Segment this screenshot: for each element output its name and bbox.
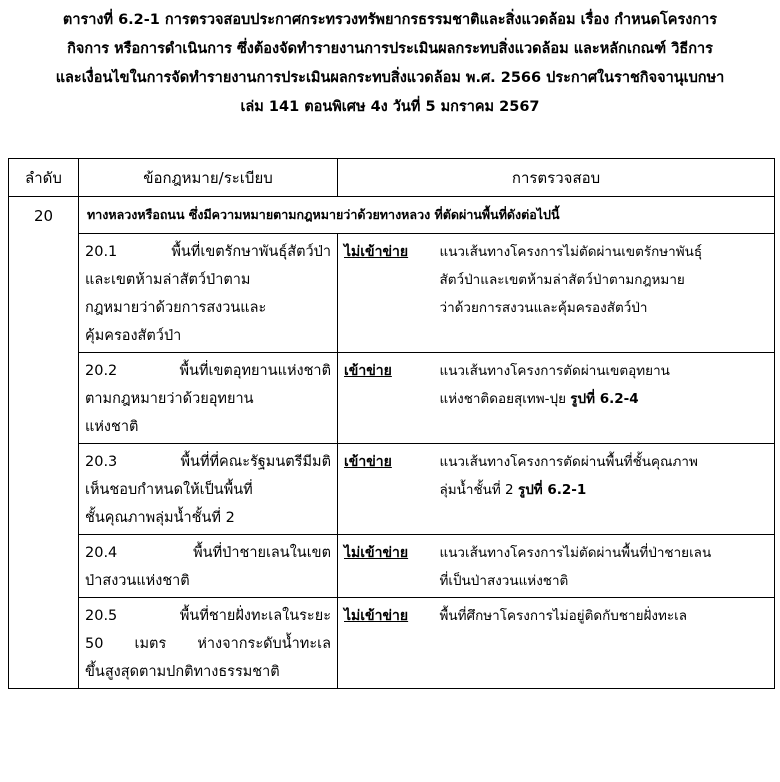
row-number: 20: [9, 197, 79, 689]
detail-line: [440, 385, 769, 413]
table-header-row: [9, 159, 775, 197]
detail-text: ลุ่มน้ำชั้นที่ 2: [439, 482, 514, 498]
detail-cell: [434, 353, 775, 444]
title-line-1: ตารางที่ 6.2-1 การตรวจสอบประกาศกระทรวงทรัพยากรธรรมชาติและสิ่งแวดล้อม เรื่อง กำหนดโครงการ: [62, 12, 718, 28]
detail-line: [440, 448, 769, 476]
detail-text: แนวเส้นทางโครงการไม่ตัดผ่านเขตรักษาพันธุ์: [439, 244, 703, 260]
detail-line: [440, 602, 769, 630]
table-row: [9, 234, 775, 353]
header-no: ลำดับ: [9, 159, 79, 197]
figure-reference: รูปที่ 6.2-4: [570, 391, 639, 407]
detail-text: แนวเส้นทางโครงการตัดผ่านเขตอุทยาน: [439, 363, 670, 379]
law-line: ขึ้นสูงสุดตามปกติทางธรรมชาติ: [85, 664, 280, 680]
detail-text: สัตว์ป่าและเขตห้ามล่าสัตว์ป่าตามกฎหมาย: [439, 272, 685, 288]
status-cell: [338, 444, 434, 535]
law-line: 20.1 พื้นที่เขตรักษาพันธุ์สัตว์ป่า: [85, 244, 331, 260]
status-cell: [338, 234, 434, 353]
title-line-2: กิจการ หรือการดำเนินการ ซึ่งต้องจัดทำรายงานการประเมินผลกระทบสิ่งแวดล้อม และหลักเกณฑ์ วิธีการ: [67, 41, 713, 57]
row-heading: ทางหลวงหรือถนน ซึ่งมีความหมายตามกฎหมายว่าด้วยทางหลวง ที่ตัดผ่านพื้นที่ดังต่อไปนี้: [79, 197, 775, 234]
law-line: ป่าสงวนแห่งชาติ: [85, 573, 190, 589]
status-label: เข้าข่าย: [344, 363, 392, 379]
law-cell: [79, 234, 338, 353]
table-row-heading: [9, 197, 775, 234]
law-line: 50 เมตร ห่างจากระดับน้ำทะเล: [85, 636, 331, 652]
detail-text: แนวเส้นทางโครงการไม่ตัดผ่านพื้นที่ป่าชายเลน: [439, 545, 712, 561]
status-cell: [338, 598, 434, 689]
detail-text: พื้นที่ศึกษาโครงการไม่อยู่ติดกับชายฝั่งทะเล: [439, 608, 688, 624]
law-line: แห่งชาติ: [85, 419, 139, 435]
law-line: ชั้นคุณภาพลุ่มน้ำชั้นที่ 2: [85, 510, 235, 526]
title-line-4: เล่ม 141 ตอนพิเศษ 4ง วันที่ 5 มกราคม 2567: [240, 99, 540, 115]
detail-line: [440, 266, 769, 294]
law-cell: [79, 598, 338, 689]
detail-text: ว่าด้วยการสงวนและคุ้มครองสัตว์ป่า: [439, 300, 648, 316]
detail-cell: [434, 444, 775, 535]
detail-line: [440, 567, 769, 595]
law-line: 20.3 พื้นที่ที่คณะรัฐมนตรีมีมติ: [85, 454, 331, 470]
table-title: [0, 6, 780, 122]
header-check: การตรวจสอบ: [338, 159, 775, 197]
law-line: กฎหมายว่าด้วยการสงวนและ: [85, 300, 267, 316]
table-row: [9, 444, 775, 535]
detail-line: [440, 238, 769, 266]
law-line: ตามกฎหมายว่าด้วยอุทยาน: [85, 391, 254, 407]
law-line: เห็นชอบกำหนดให้เป็นพื้นที่: [85, 482, 253, 498]
status-label: ไม่เข้าข่าย: [344, 608, 409, 624]
table-row: [9, 598, 775, 689]
header-law: ข้อกฎหมาย/ระเบียบ: [79, 159, 338, 197]
detail-line: [440, 294, 769, 322]
detail-cell: [434, 598, 775, 689]
law-cell: [79, 535, 338, 598]
status-label: ไม่เข้าข่าย: [344, 545, 409, 561]
figure-reference: รูปที่ 6.2-1: [517, 482, 587, 498]
status-label: เข้าข่าย: [344, 454, 392, 470]
detail-text: แนวเส้นทางโครงการตัดผ่านพื้นที่ชั้นคุณภาพ: [439, 454, 698, 470]
title-line-3: และเงื่อนไขในการจัดทำรายงานการประเมินผลกระทบสิ่งแวดล้อม พ.ศ. 2566 ประกาศในราชกิจจานุเบกษา: [55, 70, 725, 86]
law-cell: [79, 444, 338, 535]
law-line: 20.2 พื้นที่เขตอุทยานแห่งชาติ: [85, 363, 331, 379]
law-line: และเขตห้ามล่าสัตว์ป่าตาม: [85, 272, 251, 288]
detail-line: [440, 539, 769, 567]
law-line: 20.4 พื้นที่ป่าชายเลนในเขต: [85, 545, 331, 561]
status-label: ไม่เข้าข่าย: [344, 244, 409, 260]
detail-line: [440, 476, 769, 504]
table-row: [9, 535, 775, 598]
law-line: 20.5 พื้นที่ชายฝั่งทะเลในระยะ: [85, 608, 331, 624]
detail-cell: [434, 234, 775, 353]
detail-cell: [434, 535, 775, 598]
status-cell: [338, 353, 434, 444]
table-row: [9, 353, 775, 444]
inspection-table: [8, 158, 775, 689]
detail-line: [440, 357, 769, 385]
law-cell: [79, 353, 338, 444]
detail-text: ที่เป็นป่าสงวนแห่งชาติ: [439, 573, 569, 589]
status-cell: [338, 535, 434, 598]
detail-text: แห่งชาติดอยสุเทพ-ปุย: [439, 391, 566, 407]
law-line: คุ้มครองสัตว์ป่า: [85, 328, 182, 344]
